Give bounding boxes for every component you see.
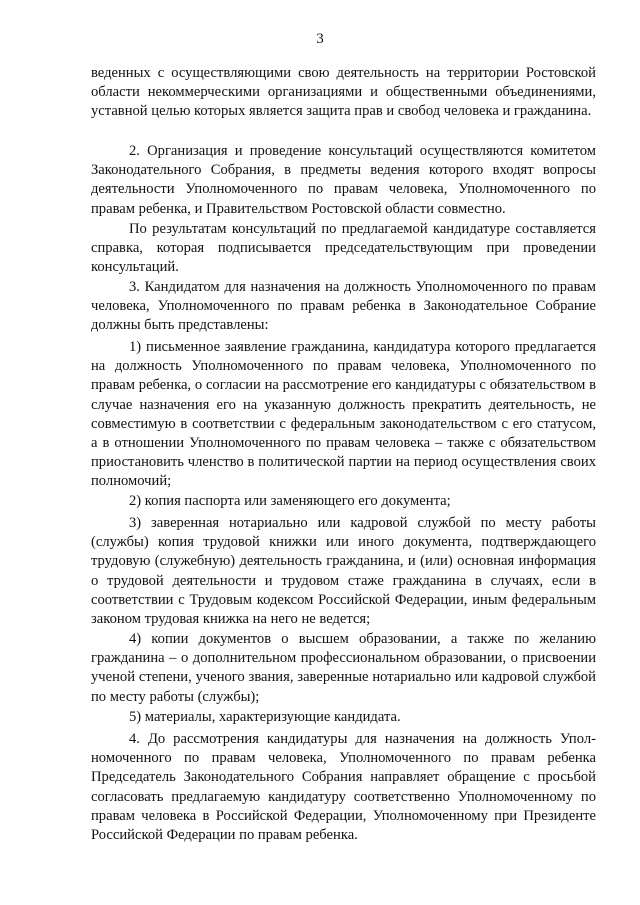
paragraph-item-4: 4. До рассмотрения кандидатуры для назначения на должность Уполномоченного по правам человека, Уполномоченного по правам ребенка Председатель Законодательного Собрания направляет обращение с просьбой согласовать предлагаемую кандидатуру соответственно Уполномоченному по правам человека в Российской Федерации, Уполномоченному при Президенте Российской Федерации по правам ребенка.: [91, 731, 596, 844]
paragraph-item-3: 3. Кандидатом для назначения на должность Уполномоченного по правам человека, Уполномоченного по правам ребенка в Законодательное Собрание должны быть представлены:: [91, 279, 596, 334]
list-item-1: 1) письменное заявление гражданина, кандидатура которого предлагается на должность Уполномоченного по правам человека, Уполномоченного по правам ребенка, о согласии на рассмотрение его кандидатуры с обязательством в случае назначения его на указанную должность прекратить деятельность, не совместимую в соответствии с федеральным законодательством с его статусом, а в отношении Уполномоченного по правам человека – также с обязательством приостановить членство в политической партии на период осуществления своих полномочий;: [91, 339, 596, 490]
paragraph-continuation: веденных с осуществляющими свою деятельность на территории Ростовской области некоммерческими организациями и общественными объединениями, уставной целью которых является защита прав и свобод человека и гражданина.: [91, 65, 596, 120]
list-item-2: 2) копия паспорта или заменяющего его документа;: [129, 493, 451, 509]
list-item-4: 4) копии документов о высшем образовании, а также по желанию гражданина – о дополнительном профессиональном образовании, о присвоении ученой степени, ученого звания, заверенные нотариально или кадровой службой по месту работы (службы);: [91, 631, 596, 705]
list-item-3: 3) заверенная нотариально или кадровой службой по месту работы (службы) копия трудовой книжки или иного документа, подтверждающего трудовую (служебную) деятельность гражданина, и (или) основная информация о трудовой деятельности и трудовом стаже гражданина в случаях, если в соответствии с Трудовым кодексом Российской Федерации, иным федеральным законом трудовая книжка на него не ведется;: [91, 515, 596, 628]
paragraph-consultation-result: По результатам консультаций по предлагаемой кандидатуре составляется справка, которая подписывается председательствующим при проведении консультаций.: [91, 221, 596, 276]
paragraph-item-2: 2. Организация и проведение консультаций осуществляются комитетом Законодательного Собрания, в предметы ведения которого входят вопросы деятельности Уполномоченного по правам человека, Уполномоченного по правам ребенка, и Правительством Ростовской области совместно.: [91, 143, 596, 217]
page-number: 3: [316, 31, 324, 47]
list-item-5: 5) материалы, характеризующие кандидата.: [129, 709, 401, 725]
